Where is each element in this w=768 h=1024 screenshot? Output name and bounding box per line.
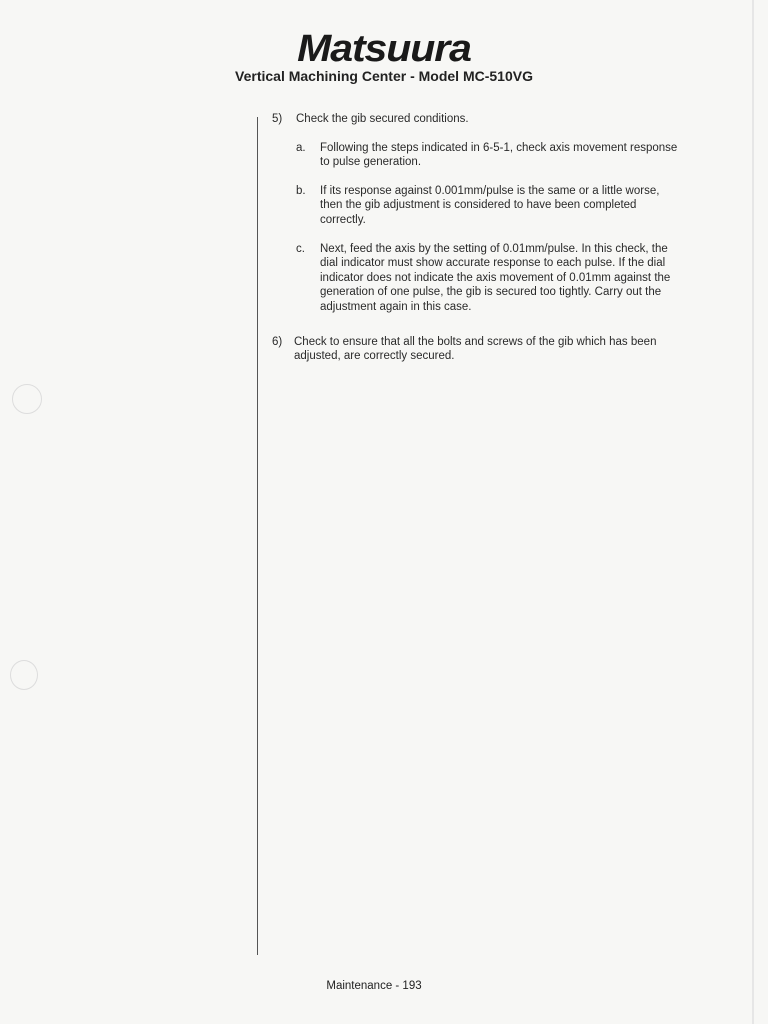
sub-item-b [272, 184, 692, 228]
sub-item-text: Following the steps indicated in 6-5-1, check axis movement response to pulse generation. [320, 141, 678, 169]
item-number: 5) [272, 113, 283, 125]
scan-edge [752, 0, 754, 1024]
sub-item-letter: a. [296, 141, 306, 154]
item-text: Check the gib secured conditions. [296, 113, 469, 125]
sub-item-letter: b. [296, 184, 306, 197]
list-item-5 [272, 112, 692, 315]
sub-item-letter: c. [296, 242, 305, 255]
sub-item-a [272, 141, 692, 170]
page-footer: Maintenance - 193 [326, 980, 422, 992]
sub-item-text: Next, feed the axis by the setting of 0.01mm/pulse. In this check, the dial indicator must show accurate response to each pulse. If the dial indicator does not indicate the axis movement of 0.01mm against the generation of one pulse, the gib is secured too tightly. Carry out the adjustment again in this case. [320, 242, 671, 313]
list-item-6 [272, 335, 692, 364]
margin-rule [257, 117, 258, 955]
item-number: 6) [272, 335, 283, 348]
sub-item-c [272, 242, 692, 315]
content [272, 112, 692, 364]
punch-hole-bottom [10, 660, 38, 690]
punch-hole-top [12, 384, 42, 414]
page-subtitle: Vertical Machining Center - Model MC-510VG [235, 68, 533, 84]
item-text: Check to ensure that all the bolts and screws of the gib which has been adjusted, are correctly secured. [294, 335, 657, 363]
brand-logo: Matsuura [297, 28, 471, 70]
sub-item-text: If its response against 0.001mm/pulse is the same or a little worse, then the gib adjustment is considered to have been completed correctly. [320, 184, 660, 226]
